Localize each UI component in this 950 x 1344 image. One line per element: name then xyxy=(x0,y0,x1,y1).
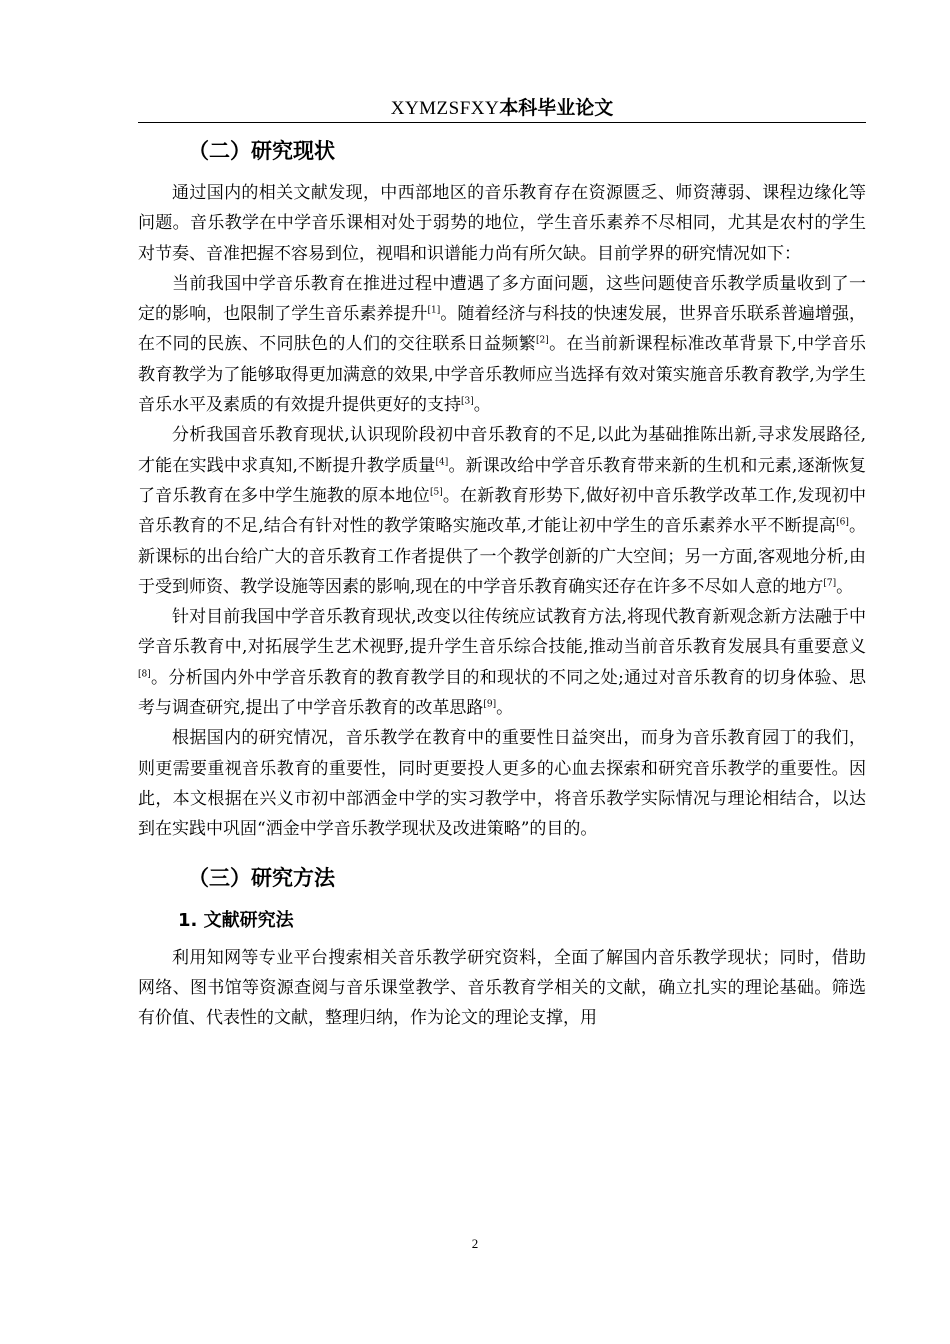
page-number: 2 xyxy=(471,1236,479,1251)
paragraph xyxy=(138,943,866,1034)
document-body xyxy=(138,126,866,1033)
paragraph-text: 针对目前我国中学音乐教育现状,改变以往传统应试教育方法,将现代教育新观念新方法融于中学音乐教育中,对拓展学生艺术视野,提升学生音乐综合技能,推动当前音乐教育发展具有重要意义 xyxy=(138,607,866,658)
paragraph-text: 通过国内的相关文献发现，中西部地区的音乐教育存在资源匮乏、师资薄弱、课程边缘化等问题。音乐教学在中学音乐课相对处于弱势的地位，学生音乐素养不尽相同，尤其是农村的学生对节奏、音准把握不容易到位，视唱和识谱能力尚有所欠缺。目前学界的研究情况如下： xyxy=(138,183,866,264)
paragraph xyxy=(138,420,866,602)
section-heading-methods: （三）研究方法 xyxy=(188,865,335,890)
paragraph xyxy=(138,602,866,723)
paragraph xyxy=(138,178,866,269)
paragraph-text: 。 xyxy=(836,576,854,597)
paragraph-text: 利用知网等专业平台搜索相关音乐教学研究资料，全面了解国内音乐教学现状；同时，借助网络、图书馆等资源查阅与音乐课堂教学、音乐教育学相关的文献，确立扎实的理论基础。筛选有价值、代表性的文献，整理归纳，作为论文的理论支撑，用 xyxy=(138,947,866,1029)
citation-ref: [2] xyxy=(536,335,549,346)
paragraph-text: 。分析国内外中学音乐教育的教育教学目的和现状的不同之处;通过对音乐教育的切身体验、思考与调查研究,提出了中学音乐教育的改革思路 xyxy=(138,667,866,719)
paragraph xyxy=(138,723,866,844)
citation-ref: [5] xyxy=(429,487,443,498)
subsection-heading-literature: 1. 文献研究法 xyxy=(178,909,294,931)
citation-ref: [3] xyxy=(461,396,474,407)
paragraph-text: 根据国内的研究情况，音乐教学在教育中的重要性日益突出，而身为音乐教育园丁的我们，则更需要重视音乐教育的重要性，同时更要投人更多的心血去探索和研究音乐教学的重要性。因此，本文根据在兴义市初中部洒金中学的实习教学中，将音乐教学实际情况与理论相结合，以达到在实践中巩固“洒金中学音乐教学现状及改进策略”的目的。 xyxy=(138,728,866,840)
paragraph-text: 。 xyxy=(473,395,491,416)
paragraph-text: 。 xyxy=(496,698,514,719)
header-label: 本科毕业论文 xyxy=(499,97,614,119)
section-heading-status: （二）研究现状 xyxy=(188,139,335,163)
paragraph-text: 。新课改给中学音乐教育带来新的生机和元素,逐渐恢复了音乐教育在多中学生施教的原本地位 xyxy=(138,455,867,506)
paragraph-text: 。新课标的出台给广大的音乐教育工作者提供了一个教学创新的广大空间；另一方面,客观地分析,由于受到师资、教学设施等因素的影响,现在的中学音乐教育确实还存在许多不尽如人意的地方 xyxy=(138,516,867,597)
citation-ref: [8] xyxy=(138,669,151,680)
paragraph-text: 当前我国中学音乐教育在推进过程中遭遇了多方面问题，这些问题使音乐教学质量收到了一定的影响，也限制了学生音乐素养提升 xyxy=(138,273,866,325)
citation-ref: [7] xyxy=(823,578,837,589)
paragraph xyxy=(138,269,866,420)
page-header xyxy=(138,94,866,123)
paragraph-text: 。随着经济与科技的快速发展，世界音乐联系普遍增强，在不同的民族、不同肤色的人们的交往联系日益频繁 xyxy=(138,304,867,355)
paragraph-text: 分析我国音乐教育现状,认识现阶段初中音乐教育的不足,以此为基础推陈出新,寻求发展路径,才能在实践中求真知,不断提升教学质量 xyxy=(138,425,866,476)
citation-ref: [9] xyxy=(483,699,497,710)
paragraph-text: 。在当前新课程标准改革背景下,中学音乐教育教学为了能够取得更加满意的效果,中学音乐教师应当选择有效对策实施音乐教育教学,为学生音乐水平及素质的有效提升提供更好的支持 xyxy=(138,334,867,416)
citation-ref: [1] xyxy=(427,305,441,316)
header-rule xyxy=(138,122,866,123)
header-code: XYMZSFXY xyxy=(390,98,500,119)
paragraph-text: 。在新教育形势下,做好初中音乐教学改革工作,发现初中音乐教育的不足,结合有针对性的教学策略实施改革,才能让初中学生的音乐素养水平不断提高 xyxy=(138,485,867,537)
citation-ref: [4] xyxy=(435,457,449,468)
citation-ref: [6] xyxy=(836,517,849,528)
